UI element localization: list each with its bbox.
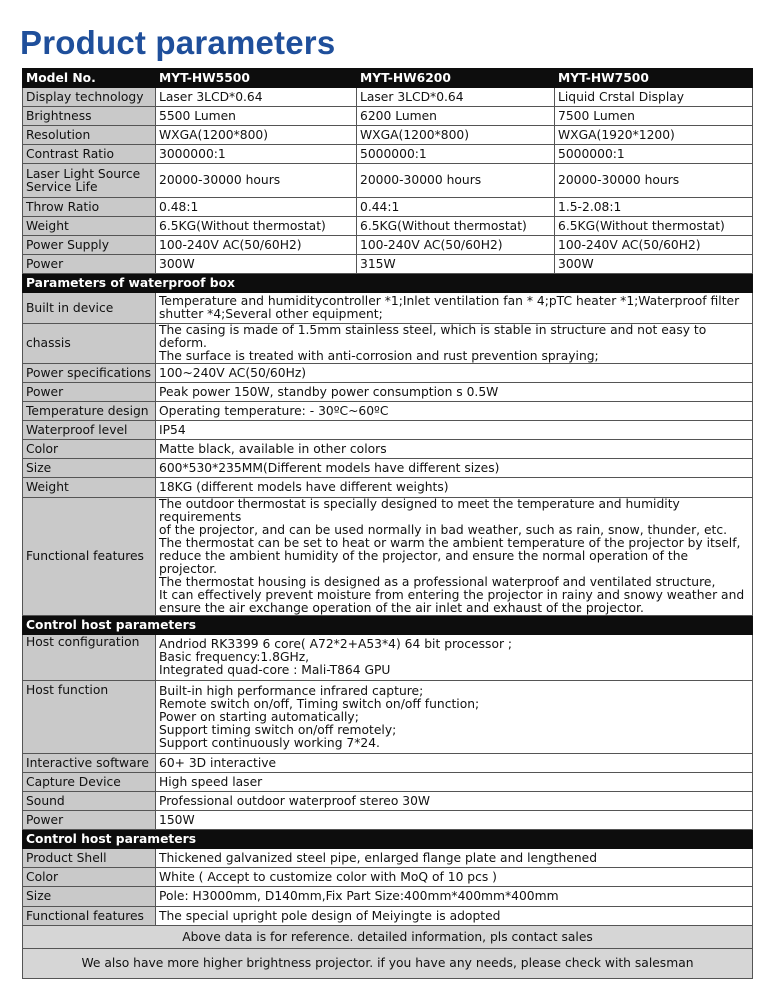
row-label: Size xyxy=(23,459,156,478)
header-model-hw5500: MYT-HW5500 xyxy=(156,69,357,88)
model-row-service-life xyxy=(23,164,753,198)
cell-hw6200: 6.5KG(Without thermostat) xyxy=(357,217,555,236)
box-row-built-in-device xyxy=(23,293,753,324)
row-value: Thickened galvanized steel pipe, enlarged flange plate and lengthened xyxy=(156,849,753,868)
row-value: The special upright pole design of Meiyingte is adopted xyxy=(156,907,753,926)
cell-hw5500: 300W xyxy=(156,255,357,274)
box-row-power xyxy=(23,383,753,402)
cell-hw7500: 6.5KG(Without thermostat) xyxy=(555,217,753,236)
cell-hw6200: 0.44:1 xyxy=(357,198,555,217)
row-label: chassis xyxy=(23,324,156,364)
row-label: Size xyxy=(23,887,156,907)
model-header-row xyxy=(23,69,753,88)
row-value: White ( Accept to customize color with MoQ of 10 pcs ) xyxy=(156,868,753,887)
header-model-hw7500: MYT-HW7500 xyxy=(555,69,753,88)
cell-hw6200: 20000-30000 hours xyxy=(357,164,555,198)
row-label: Color xyxy=(23,868,156,887)
model-row-power xyxy=(23,255,753,274)
section-title: Control host parameters xyxy=(23,830,753,849)
cell-hw7500: 7500 Lumen xyxy=(555,107,753,126)
row-label: Built in device xyxy=(23,293,156,324)
section-title: Parameters of waterproof box xyxy=(23,274,753,293)
cell-hw5500: 5500 Lumen xyxy=(156,107,357,126)
page-title: Product parameters xyxy=(20,24,336,61)
model-row-brightness xyxy=(23,107,753,126)
row-value: The outdoor thermostat is specially designed to meet the temperature and humidity requirements of the projector, and can be used normally in bad weather, such as rain, snow, thunder, etc. The thermostat can be set to heat or warm the ambient temperature of the projector by itself, reduce the ambient humidity of the projector, and ensure the normal operation of the projector. The thermostat housing is designed as a professional waterproof and ventilated structure, It can effectively prevent moisture from entering the projector in rainy and snowy weather and ensure the air exchange operation of the air inlet and exhaust of the projector. xyxy=(156,498,753,616)
box-row-color xyxy=(23,440,753,459)
row-value: 100~240V AC(50/60Hz) xyxy=(156,364,753,383)
row-label: Throw Ratio xyxy=(23,198,156,217)
row-label: Power specifications xyxy=(23,364,156,383)
row-value: 600*530*235MM(Different models have different sizes) xyxy=(156,459,753,478)
box-row-waterproof-level xyxy=(23,421,753,440)
row-value: Professional outdoor waterproof stereo 30W xyxy=(156,792,753,811)
box-row-size xyxy=(23,459,753,478)
row-label: Product Shell xyxy=(23,849,156,868)
row-value: High speed laser xyxy=(156,773,753,792)
row-label: Contrast Ratio xyxy=(23,145,156,164)
row-value: 18KG (different models have different weights) xyxy=(156,478,753,498)
row-value: Peak power 150W, standby power consumption s 0.5W xyxy=(156,383,753,402)
pole-row-functional-features xyxy=(23,907,753,926)
section-header-pole xyxy=(23,830,753,849)
cell-hw5500: 3000000:1 xyxy=(156,145,357,164)
box-row-weight xyxy=(23,478,753,498)
cell-hw6200: 5000000:1 xyxy=(357,145,555,164)
cell-hw5500: WXGA(1200*800) xyxy=(156,126,357,145)
cell-hw7500: Liquid Crstal Display xyxy=(555,88,753,107)
row-label: Power xyxy=(23,383,156,402)
row-label: Power xyxy=(23,255,156,274)
row-label: Capture Device xyxy=(23,773,156,792)
row-label: Laser Light Source Service Life xyxy=(23,164,156,198)
row-label: Sound xyxy=(23,792,156,811)
row-value: Operating temperature: - 30ºC~60ºC xyxy=(156,402,753,421)
row-label: Power xyxy=(23,811,156,830)
product-parameters-table xyxy=(22,68,753,979)
box-row-chassis xyxy=(23,324,753,364)
cell-hw5500: 100-240V AC(50/60H2) xyxy=(156,236,357,255)
model-row-throw-ratio xyxy=(23,198,753,217)
row-value: 150W xyxy=(156,811,753,830)
row-value: Matte black, available in other colors xyxy=(156,440,753,459)
host-row-power xyxy=(23,811,753,830)
model-row-power-supply xyxy=(23,236,753,255)
section-header-waterproof-box xyxy=(23,274,753,293)
cell-hw5500: 0.48:1 xyxy=(156,198,357,217)
cell-hw7500: 100-240V AC(50/60H2) xyxy=(555,236,753,255)
cell-hw7500: 5000000:1 xyxy=(555,145,753,164)
row-label: Weight xyxy=(23,478,156,498)
header-model-hw6200: MYT-HW6200 xyxy=(357,69,555,88)
row-label: Brightness xyxy=(23,107,156,126)
row-value: Pole: H3000mm, D140mm,Fix Part Size:400mm*400mm*400mm xyxy=(156,887,753,907)
row-value: Andriod RK3399 6 core( A72*2+A53*4) 64 bit processor ; Basic frequency:1.8GHz, Integrated quad-core : Mali-T864 GPU xyxy=(156,635,753,681)
cell-hw6200: 315W xyxy=(357,255,555,274)
host-row-configuration xyxy=(23,635,753,681)
row-label: Resolution xyxy=(23,126,156,145)
cell-hw5500: Laser 3LCD*0.64 xyxy=(156,88,357,107)
model-row-contrast-ratio xyxy=(23,145,753,164)
footer-message-row xyxy=(23,949,753,979)
host-row-sound xyxy=(23,792,753,811)
row-label: Weight xyxy=(23,217,156,236)
pole-row-color xyxy=(23,868,753,887)
host-row-interactive-software xyxy=(23,754,753,773)
model-row-resolution xyxy=(23,126,753,145)
model-row-weight xyxy=(23,217,753,236)
pole-row-product-shell xyxy=(23,849,753,868)
model-row-display-technology xyxy=(23,88,753,107)
cell-hw6200: WXGA(1200*800) xyxy=(357,126,555,145)
cell-hw6200: 100-240V AC(50/60H2) xyxy=(357,236,555,255)
cell-hw7500: 1.5-2.08:1 xyxy=(555,198,753,217)
footer-note: Above data is for reference. detailed information, pls contact sales xyxy=(23,926,753,949)
header-model-no: Model No. xyxy=(23,69,156,88)
row-label: Host function xyxy=(23,681,156,754)
host-row-capture-device xyxy=(23,773,753,792)
box-row-functional-features xyxy=(23,498,753,616)
cell-hw7500: 20000-30000 hours xyxy=(555,164,753,198)
row-value: 60+ 3D interactive xyxy=(156,754,753,773)
row-label: Color xyxy=(23,440,156,459)
box-row-temperature-design xyxy=(23,402,753,421)
row-label: Functional features xyxy=(23,907,156,926)
row-label: Temperature design xyxy=(23,402,156,421)
row-value: Built-in high performance infrared capture; Remote switch on/off, Timing switch on/off function; Power on starting automatically; Support timing switch on/off remotely; Support continuously working 7*24. xyxy=(156,681,753,754)
footer-message: We also have more higher brightness projector. if you have any needs, please check with salesman xyxy=(23,949,753,979)
row-value: The casing is made of 1.5mm stainless steel, which is stable in structure and not easy to deform. The surface is treated with anti-corrosion and rust prevention spraying; xyxy=(156,324,753,364)
section-header-control-host xyxy=(23,616,753,635)
row-label: Interactive software xyxy=(23,754,156,773)
row-label: Host configuration xyxy=(23,635,156,681)
row-label: Functional features xyxy=(23,498,156,616)
row-value: Temperature and humiditycontroller *1;Inlet ventilation fan * 4;pTC heater *1;Waterproof filter shutter *4;Several other equipment; xyxy=(156,293,753,324)
cell-hw7500: 300W xyxy=(555,255,753,274)
section-title: Control host parameters xyxy=(23,616,753,635)
cell-hw6200: 6200 Lumen xyxy=(357,107,555,126)
host-row-function xyxy=(23,681,753,754)
row-label: Power Supply xyxy=(23,236,156,255)
cell-hw7500: WXGA(1920*1200) xyxy=(555,126,753,145)
box-row-power-specifications xyxy=(23,364,753,383)
cell-hw6200: Laser 3LCD*0.64 xyxy=(357,88,555,107)
row-label: Display technology xyxy=(23,88,156,107)
cell-hw5500: 6.5KG(Without thermostat) xyxy=(156,217,357,236)
row-label: Waterproof level xyxy=(23,421,156,440)
footer-note-row xyxy=(23,926,753,949)
cell-hw5500: 20000-30000 hours xyxy=(156,164,357,198)
row-value: IP54 xyxy=(156,421,753,440)
pole-row-size xyxy=(23,887,753,907)
